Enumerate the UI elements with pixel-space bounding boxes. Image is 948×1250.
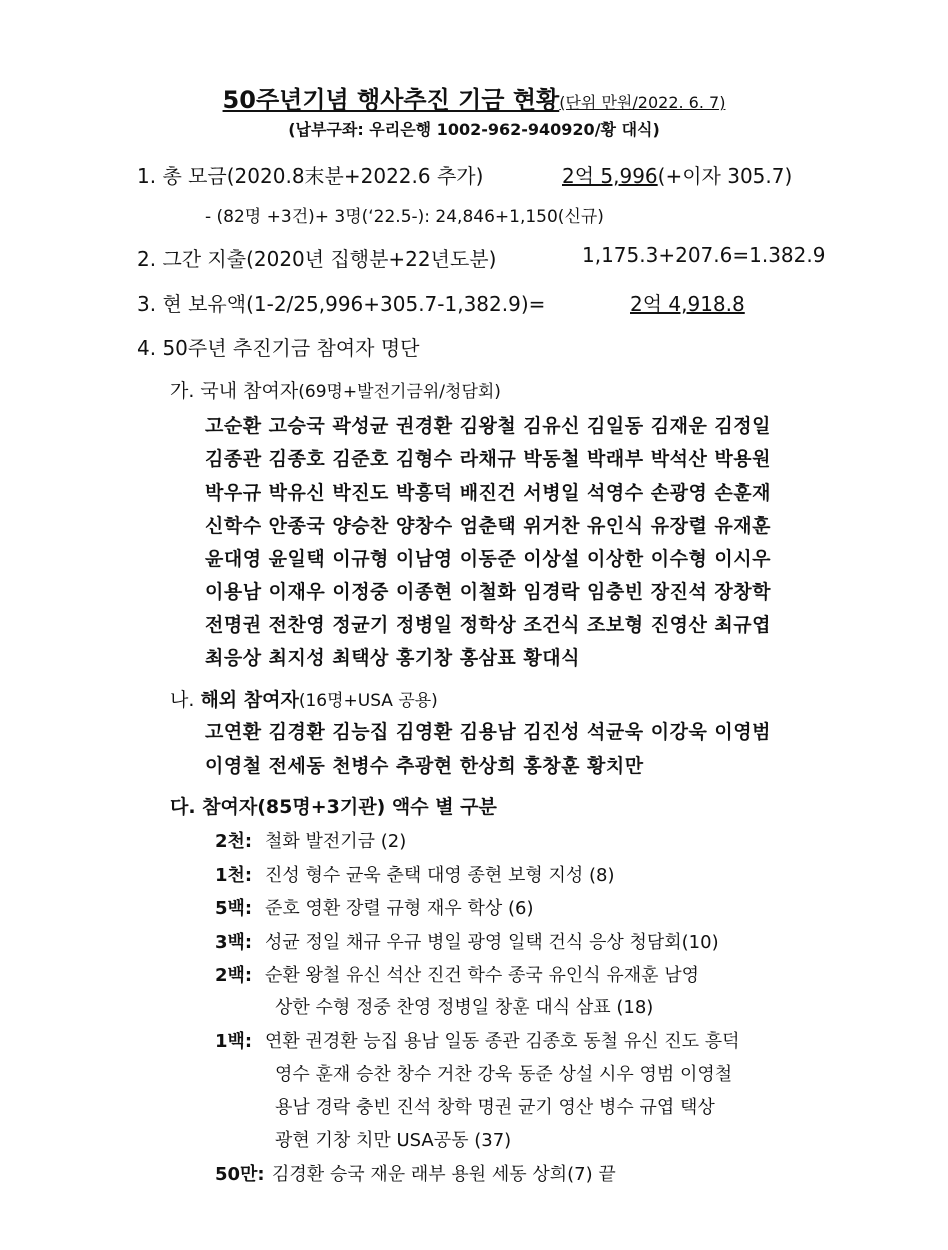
overseas-heading xyxy=(170,685,438,712)
domestic-note: (69명+발전기금위/청담회) xyxy=(298,382,501,402)
section-2-label: 2. 그간 지출(2020년 집행분+22년도분) xyxy=(137,247,497,271)
domestic-label: 가. 국내 참여자 xyxy=(170,380,299,402)
section-4-label: 4. 50주년 추진기금 참여자 명단 xyxy=(137,336,420,360)
tier-names: 진성 형수 균욱 춘택 대영 종현 보형 지성 (8) xyxy=(265,865,615,886)
tier-label: 1백: xyxy=(215,1031,253,1052)
tier-names-continued: 상한 수형 정중 찬영 정병일 창훈 대식 삼표 (18) xyxy=(275,997,654,1018)
tier-label: 2백: xyxy=(215,965,253,986)
section-1-amount: 2억 5,996 xyxy=(562,164,658,188)
section-3-amount: 2억 4,918.8 xyxy=(630,292,745,316)
section-2-amount: 1,175.3+207.6=1.382.9 xyxy=(582,243,826,267)
section-1-amount-group xyxy=(562,160,792,189)
domestic-heading xyxy=(170,376,501,403)
tiers-heading: 다. 참여자(85명+3기관) 액수 별 구분 xyxy=(170,796,497,818)
tier-names: 철화 발전기금 (2) xyxy=(265,831,407,852)
tier-names: 준호 영환 장렬 규형 재우 학상 (6) xyxy=(265,898,534,919)
tier-label: 3백: xyxy=(215,932,253,953)
title-line xyxy=(0,80,948,115)
unit-date-note: (단위 만원/2022. 6. 7) xyxy=(559,93,726,112)
section-3-label: 3. 현 보유액(1-2/25,996+305.7-1,382.9)= xyxy=(137,292,546,316)
tier-names: 순환 왕철 유신 석산 진건 학수 종국 유인식 유재훈 남영 xyxy=(265,965,700,986)
overseas-names-line: 이영철 전세동 천병수 추광현 한상희 홍창훈 황치만 xyxy=(205,755,644,777)
domestic-names-line: 김종관 김종호 김준호 김형수 라채규 박동철 박래부 박석산 박용원 xyxy=(205,448,771,470)
document-title: 50주년기념 행사추진 기금 현황 xyxy=(222,86,560,114)
domestic-names-line: 이용남 이재우 이정중 이종현 이철화 임경락 임충빈 장진석 장창학 xyxy=(205,581,771,603)
domestic-names-line: 고순환 고승국 곽성균 권경환 김왕철 김유신 김일동 김재운 김정일 xyxy=(205,415,771,437)
tier-names: 성균 정일 채규 우규 병일 광영 일택 건식 응상 청담회(10) xyxy=(265,932,719,953)
section-1-label: 1. 총 모금(2020.8末분+2022.6 추가) xyxy=(137,164,484,188)
account-info: (납부구좌: 우리은행 1002-962-940920/황 대식) xyxy=(288,120,660,139)
domestic-names-line: 전명권 전찬영 정균기 정병일 정학상 조건식 조보형 진영산 최규엽 xyxy=(205,614,771,636)
tier-names: 김경환 승국 재운 래부 용원 세동 상희(7) 끝 xyxy=(272,1164,616,1185)
tier-label: 50만: xyxy=(215,1164,265,1185)
tier-names-continued: 영수 훈재 승찬 창수 거찬 강욱 동준 상설 시우 영범 이영철 xyxy=(275,1064,733,1085)
overseas-note: (16명+USA 공용) xyxy=(298,691,438,711)
tier-label: 5백: xyxy=(215,898,253,919)
overseas-label: 해외 참여자 xyxy=(200,689,299,711)
domestic-names-line: 신학수 안종국 양승찬 양창수 엄춘택 위거찬 유인식 유장렬 유재훈 xyxy=(205,515,771,537)
tier-names-continued: 용남 경락 충빈 진석 창학 명권 균기 영산 병수 규엽 택상 xyxy=(275,1097,715,1118)
section-1-detail: - (82명 +3건)+ 3명(‘22.5-): 24,846+1,150(신규) xyxy=(205,207,604,227)
domestic-names-line: 최응상 최지성 최택상 홍기창 홍삼표 황대식 xyxy=(205,647,580,669)
section-1-interest: (+이자 305.7) xyxy=(657,164,793,188)
overseas-prefix: 나. xyxy=(170,689,201,711)
tier-label: 1천: xyxy=(215,865,253,886)
tier-names: 연환 권경환 능집 용남 일동 종관 김종호 동철 유신 진도 흥덕 xyxy=(265,1031,740,1052)
tier-names-continued: 광현 기창 치만 USA공동 (37) xyxy=(275,1130,512,1151)
domestic-names-line: 박우규 박유신 박진도 박흥덕 배진건 서병일 석영수 손광영 손훈재 xyxy=(205,482,771,504)
tier-label: 2천: xyxy=(215,831,253,852)
overseas-names-line: 고연환 김경환 김능집 김영환 김용남 김진성 석균욱 이강욱 이영범 xyxy=(205,721,771,743)
domestic-names-line: 윤대영 윤일택 이규형 이남영 이동준 이상설 이상한 이수형 이시우 xyxy=(205,548,771,570)
